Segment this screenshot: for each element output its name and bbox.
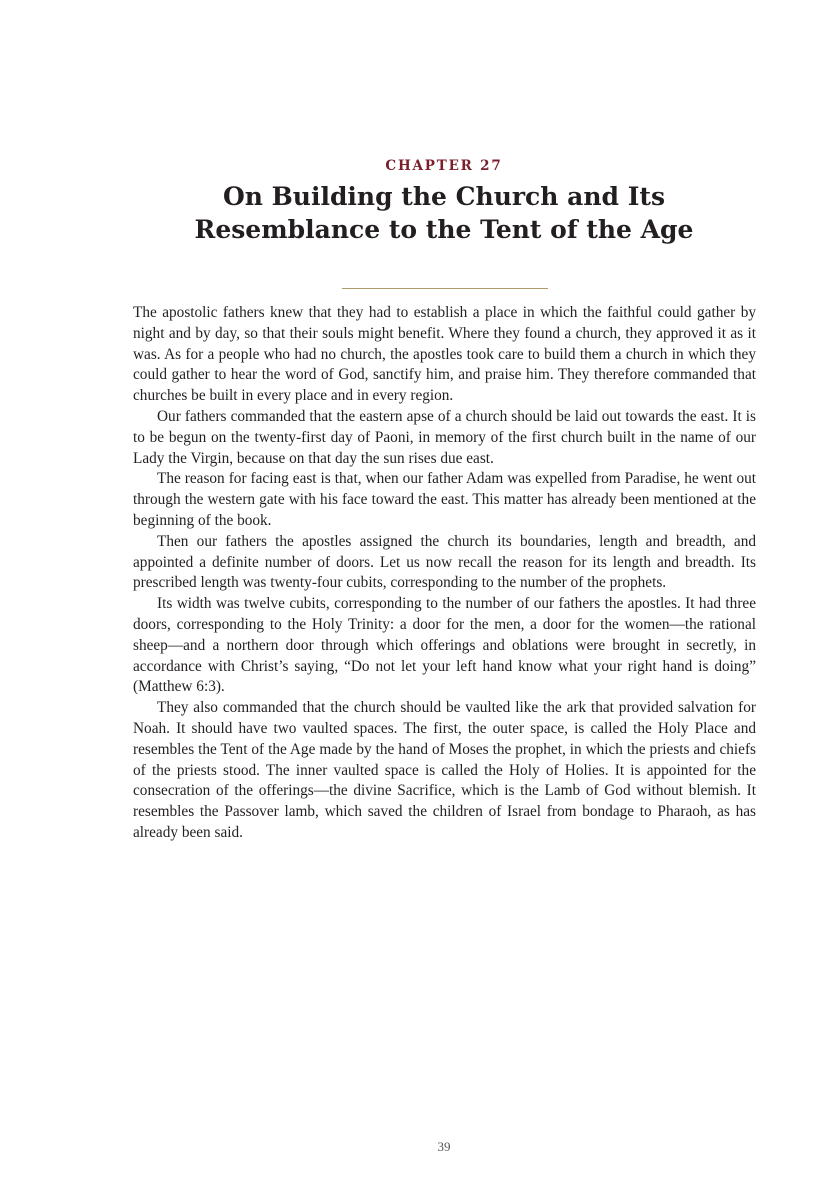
chapter-body [133, 303, 756, 844]
chapter-title-line-2: Resemblance to the Tent of the Age [194, 215, 694, 244]
paragraph: They also commanded that the church should be vaulted like the ark that provided salvation for Noah. It should have two vaulted spaces. The first, the outer space, is called the Holy Place and resembles the Tent of the Age made by the hand of Moses the prophet, in which the priests and chiefs of the priests stood. The inner vaulted space is called the Holy of Holies. It is appointed for the consecration of the offerings—the divine Sacrifice, which is the Lamb of God without blemish. It resembles the Passover lamb, which saved the children of Israel from bondage to Pharaoh, as has already been said. [133, 699, 756, 841]
page-number: 39 [437, 1139, 451, 1154]
chapter-title [0, 180, 840, 246]
title-divider [342, 288, 548, 289]
chapter-label: CHAPTER 27 [385, 158, 503, 174]
paragraph: The reason for facing east is that, when our father Adam was expelled from Paradise, he went out through the western gate with his face toward the east. This matter has already been mentioned at the beginning of the book. [133, 470, 756, 529]
paragraph: Our fathers commanded that the eastern apse of a church should be laid out towards the east. It is to be begun on the twenty-first day of Paoni, in memory of the first church built in the name of our Lady the Virgin, because on that day the sun rises due east. [133, 407, 756, 467]
paragraph: Its width was twelve cubits, corresponding to the number of our fathers the apostles. It had three doors, corresponding to the Holy Trinity: a door for the men, a door for the women—the rational sheep—and a northern door through which offerings and oblations were brought in secretly, in accordance with Christ’s saying, “Do not let your left hand know what your right hand is doing” (Matthew 6:3). [133, 595, 756, 696]
paragraph: Then our fathers the apostles assigned the church its boundaries, length and breadth, and appointed a definite number of doors. Let us now recall the reason for its length and breadth. Its prescribed length was twenty-four cubits, corresponding to the number of the prophets. [133, 532, 756, 592]
chapter-title-line-1: On Building the Church and Its [222, 182, 666, 211]
paragraph: The apostolic fathers knew that they had to establish a place in which the faithful could gather by night and by day, so that their souls might benefit. Where they found a church, they approved it as it was. As for a people who had no church, the apostles took care to build them a church in which they could gather to hear the word of God, sanctify him, and praise him. They therefore commanded that churches be built in every place and in every region. [133, 304, 756, 405]
